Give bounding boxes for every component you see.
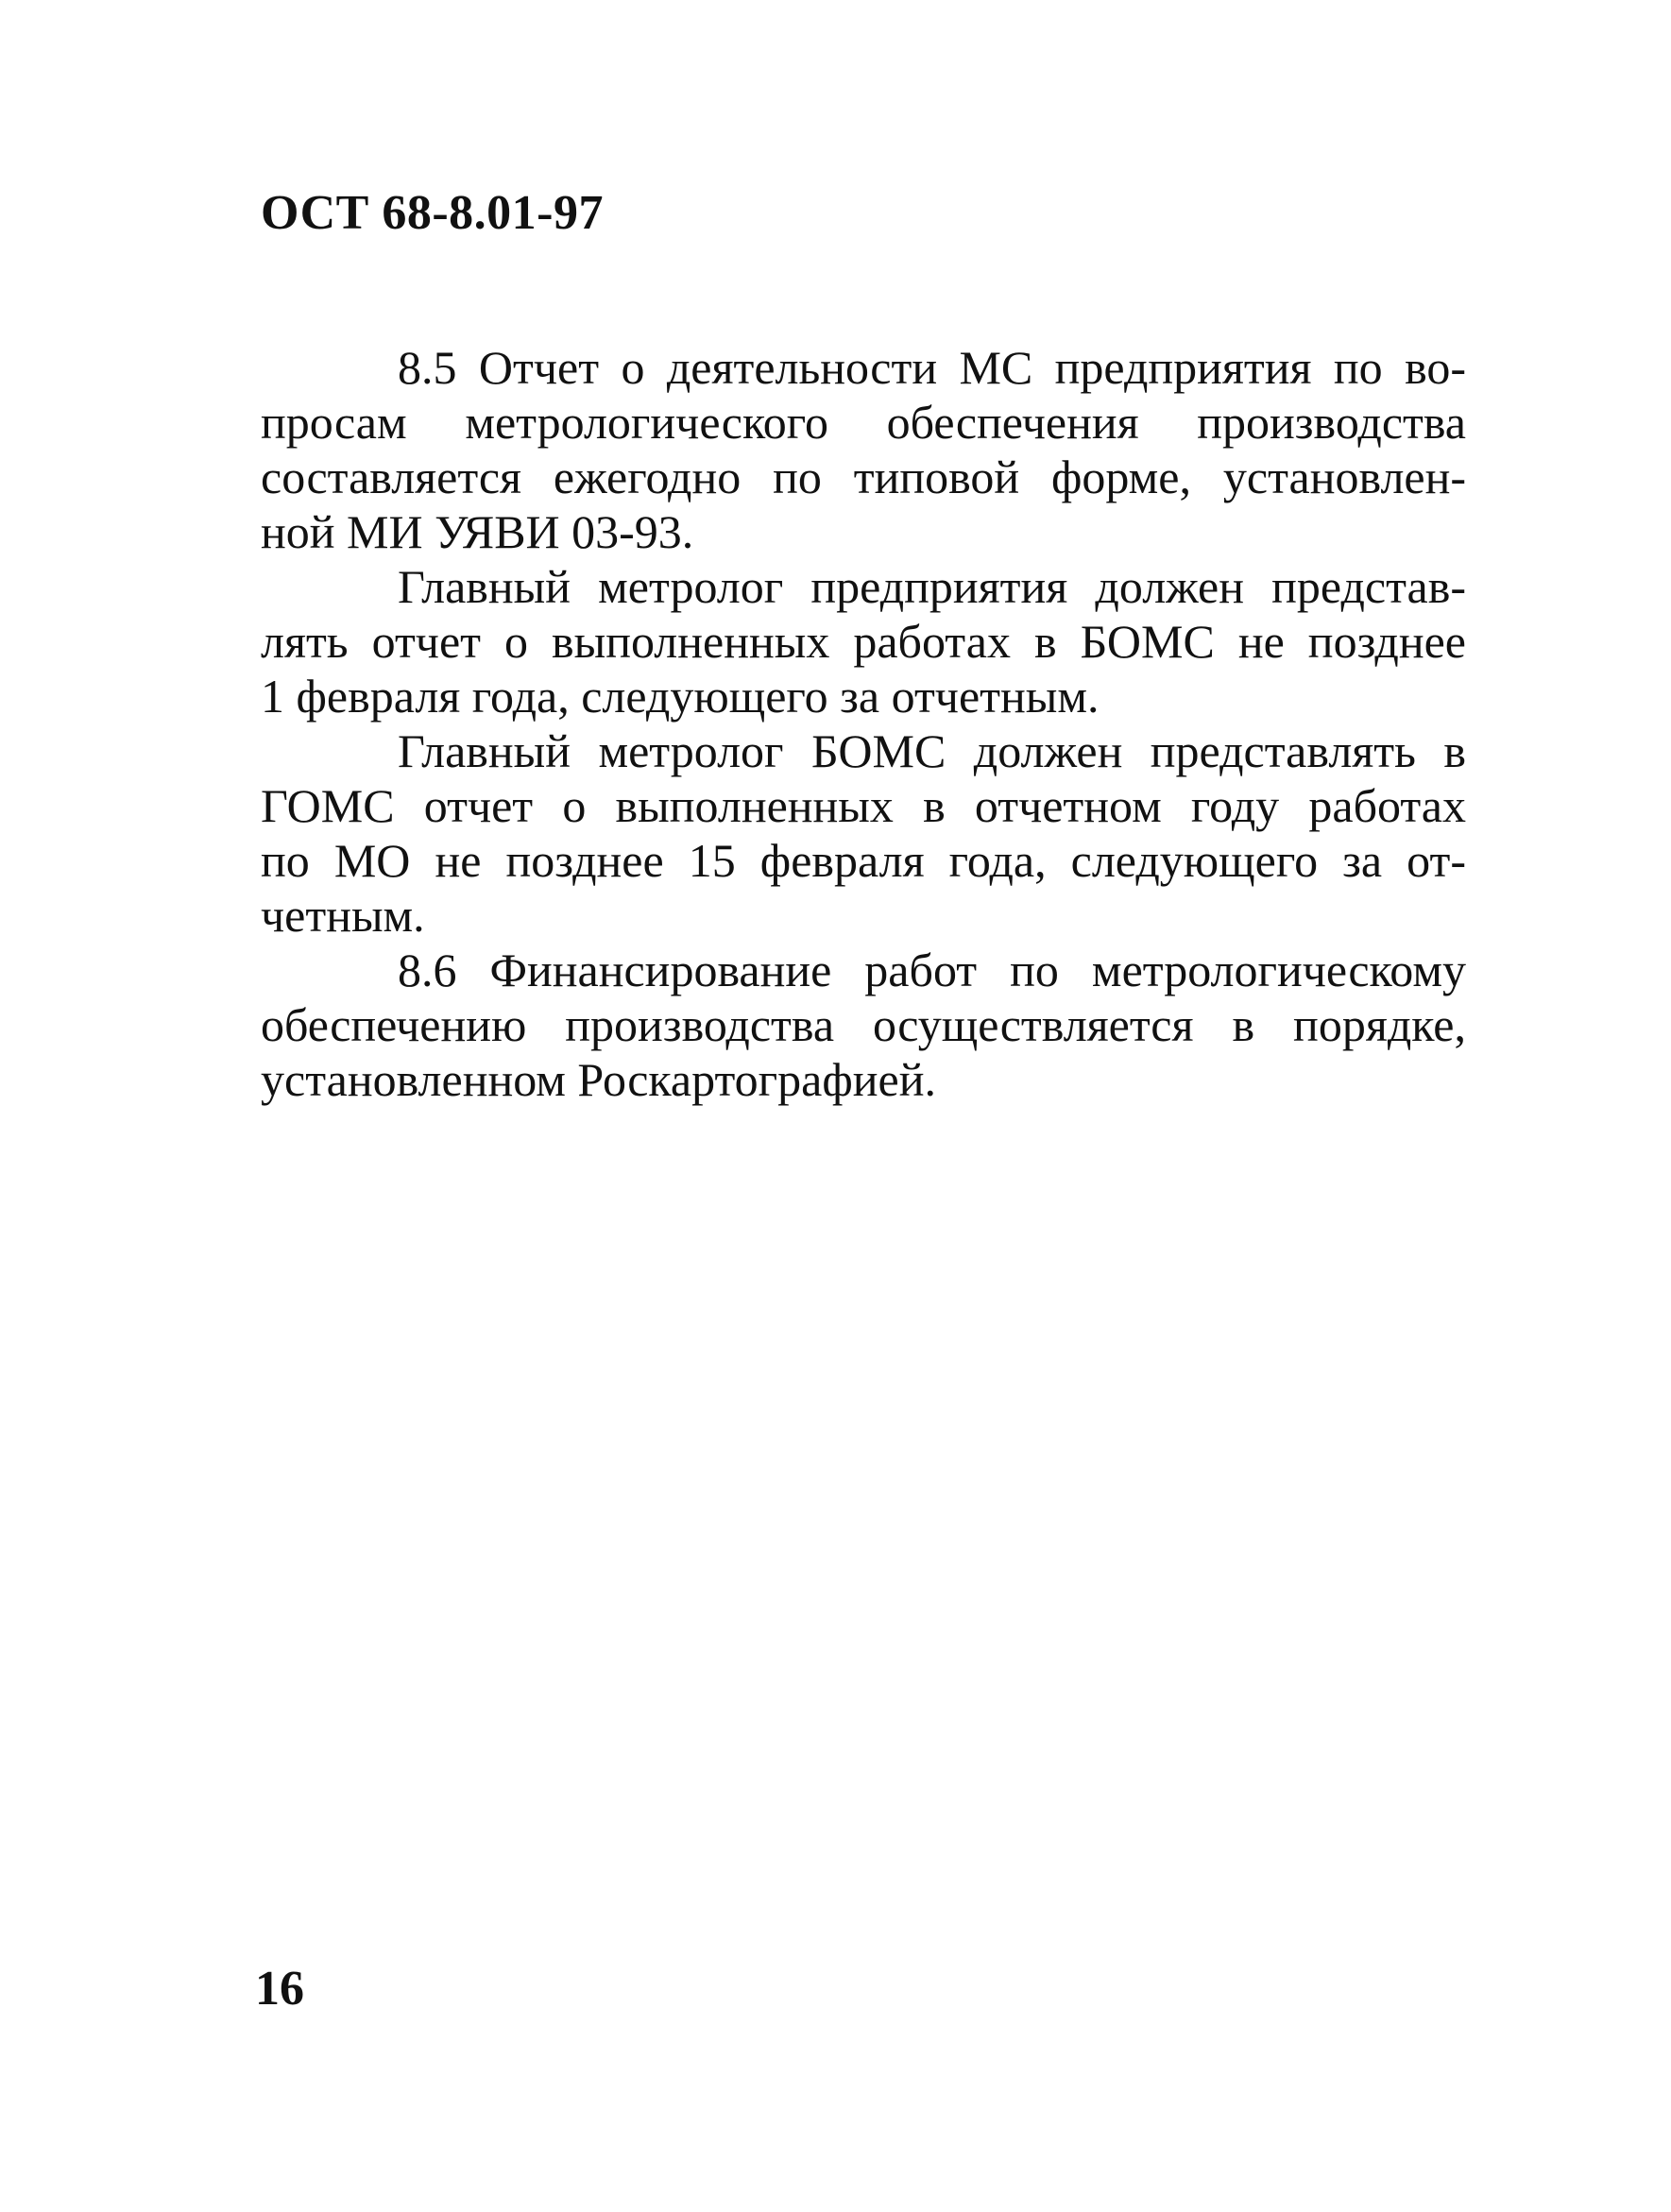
text-line: лять отчет о выполненных работах в БОМС не позднее bbox=[261, 615, 1466, 668]
text-line: 8.6 Финансирование работ по метрологическому bbox=[398, 944, 1466, 996]
text-line: составляется ежегодно по типовой форме, установлен- bbox=[261, 451, 1466, 503]
text-line: 1 февраля года, следующего за отчетным. bbox=[261, 670, 1100, 723]
text-line: по МО не позднее 15 февраля года, следующего за от- bbox=[261, 834, 1466, 887]
text-line: Главный метролог БОМС должен представлять в bbox=[398, 724, 1466, 777]
text-line: 8.5 Отчет о деятельности МС предприятия по во- bbox=[398, 341, 1466, 394]
text-line: ной МИ УЯВИ 03-93. bbox=[261, 505, 694, 558]
text-line: обеспечению производства осуществляется в порядке, bbox=[261, 998, 1466, 1051]
text-line: ГОМС отчет о выполненных в отчетном году работах bbox=[261, 779, 1466, 832]
text-line: просам метрологического обеспечения производства bbox=[261, 396, 1466, 449]
document-code-header: ОСТ 68-8.01-97 bbox=[261, 186, 604, 240]
text-line: четным. bbox=[261, 889, 425, 942]
text-line: установленном Роскартографией. bbox=[261, 1053, 936, 1106]
text-line: Главный метролог предприятия должен представ- bbox=[398, 560, 1466, 613]
page-number: 16 bbox=[255, 1962, 304, 2016]
